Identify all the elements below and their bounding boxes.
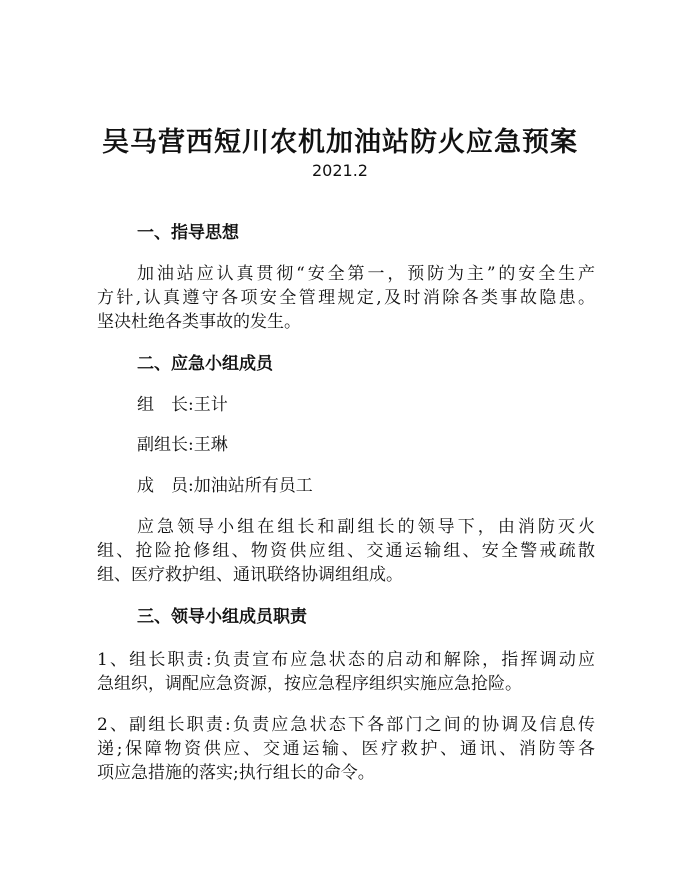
paragraph-line: 项应急措施的落实;执行组长的命令。	[97, 763, 375, 783]
paragraph-line: 副组长:王琳	[137, 435, 228, 455]
paragraph-line: 急组织，调配应急资源，按应急程序组织实施应急抢险。	[97, 674, 522, 694]
paragraph-leader-duties	[97, 648, 595, 696]
document-date: 2021.2	[312, 161, 368, 180]
team-deputy-leader-line	[97, 433, 595, 457]
paragraph-line: 坚决杜绝各类事故的发生。	[97, 312, 301, 332]
paragraph-guiding-ideology	[97, 262, 595, 334]
section-heading-team-duties: 三、领导小组成员职责	[137, 607, 307, 627]
paragraph-line: 组、抢险抢修组、物资供应组、交通运输组、安全警戒疏散	[97, 541, 595, 561]
team-members-line	[97, 474, 595, 498]
paragraph-line: 递;保障物资供应、交通运输、医疗救护、通讯、消防等各	[97, 739, 595, 759]
section-heading-guiding-ideology: 一、指导思想	[137, 223, 239, 243]
team-leader-line	[97, 393, 595, 417]
paragraph-line: 成 员:加油站所有员工	[137, 476, 313, 496]
paragraph-team-composition	[97, 515, 595, 587]
paragraph-line: 1、组长职责:负责宣布应急状态的启动和解除，指挥调动应	[97, 650, 595, 670]
paragraph-line: 方针,认真遵守各项安全管理规定,及时消除各类事故隐患。	[97, 288, 595, 308]
paragraph-line: 加油站应认真贯彻“安全第一，预防为主”的安全生产	[137, 264, 595, 284]
paragraph-line: 组、医疗救护组、通讯联络协调组组成。	[97, 565, 403, 585]
document-title: 吴马营西短川农机加油站防火应急预案	[102, 127, 578, 158]
paragraph-deputy-leader-duties	[97, 713, 595, 785]
paragraph-line: 组 长:王计	[137, 395, 228, 415]
paragraph-line: 2、副组长职责:负责应急状态下各部门之间的协调及信息传	[97, 715, 595, 735]
section-heading-emergency-team: 二、应急小组成员	[137, 354, 273, 374]
paragraph-line: 应急领导小组在组长和副组长的领导下，由消防灭火	[137, 517, 595, 537]
